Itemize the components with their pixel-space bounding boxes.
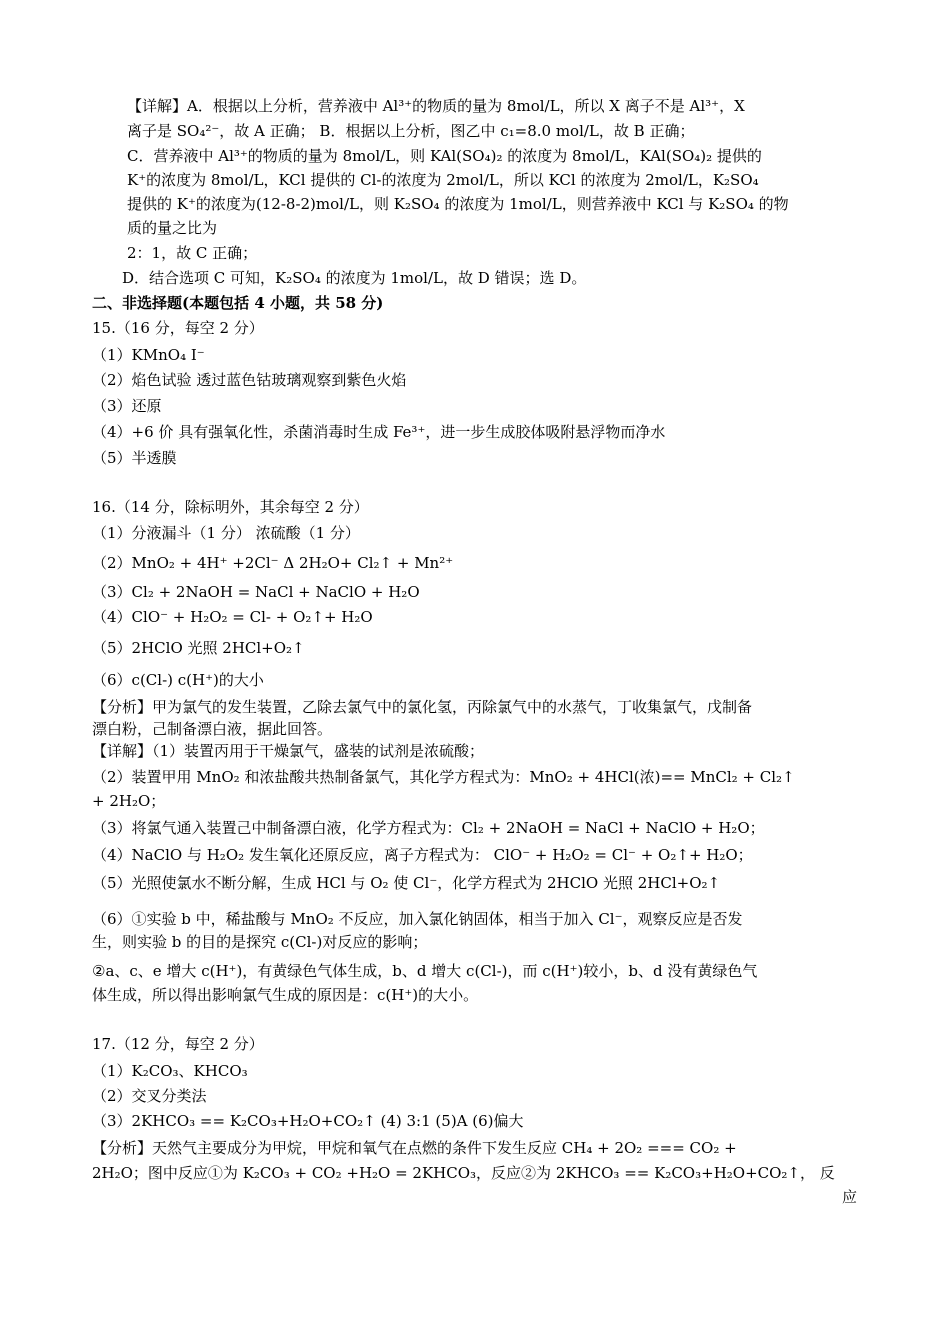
text-line: （3）将氯气通入装置己中制备漂白液，化学方程式为：Cl₂ + 2NaOH = NaCl + NaClO + H₂O； <box>92 819 765 837</box>
text-line: 16.（14 分，除标明外，其余每空 2 分） <box>92 498 369 516</box>
text-line: （4）ClO⁻ + H₂O₂ = Cl- + O₂↑+ H₂O <box>92 608 373 626</box>
text-line: （1）K₂CO₃、KHCO₃ <box>92 1062 248 1080</box>
text-line: （1）分液漏斗（1 分） 浓硫酸（1 分） <box>92 524 360 542</box>
text-line: （2）装置甲用 MnO₂ 和浓盐酸共热制备氯气，其化学方程式为：MnO₂ + 4HCl(浓)== MnCl₂ + Cl₂↑ <box>92 768 795 786</box>
text-line: C．营养液中 Al³⁺的物质的量为 8mol/L，则 KAl(SO₄)₂ 的浓度为 8mol/L，KAl(SO₄)₂ 提供的 <box>127 147 762 165</box>
text-line: 15.（16 分，每空 2 分） <box>92 319 264 337</box>
text-line: （5）2HClO 光照 2HCl+O₂↑ <box>92 639 305 657</box>
text-line: （5）半透膜 <box>92 449 177 467</box>
text-line: （4）+6 价 具有强氧化性，杀菌消毒时生成 Fe³⁺，进一步生成胶体吸附悬浮物而净水 <box>92 423 666 441</box>
text-line: K⁺的浓度为 8mol/L，KCl 提供的 Cl-的浓度为 2mol/L，所以 KCl 的浓度为 2mol/L，K₂SO₄ <box>127 171 759 189</box>
text-line: 2：1，故 C 正确； <box>127 244 258 262</box>
text-line: （5）光照使氯水不断分解，生成 HCl 与 O₂ 使 Cl⁻，化学方程式为 2HClO 光照 2HCl+O₂↑ <box>92 874 721 892</box>
text-line: 17.（12 分，每空 2 分） <box>92 1035 264 1053</box>
text-line: D．结合选项 C 可知，K₂SO₄ 的浓度为 1mol/L，故 D 错误；选 D。 <box>122 269 587 287</box>
text-line: （3）还原 <box>92 397 162 415</box>
text-line: （3）2KHCO₃ == K₂CO₃+H₂O+CO₂↑ (4) 3:1 (5)A (6)偏大 <box>92 1112 524 1130</box>
text-line: 离子是 SO₄²⁻，故 A 正确； B．根据以上分析，图乙中 c₁=8.0 mol/L，故 B 正确； <box>127 122 695 140</box>
text-line: 质的量之比为 <box>127 219 218 237</box>
text-line: 【详解】（1）装置丙用于干燥氯气，盛装的试剂是浓硫酸； <box>92 742 485 760</box>
text-line: ②a、c、e 增大 c(H⁺)，有黄绿色气体生成，b、d 增大 c(Cl-)，而 c(H⁺)较小，b、d 没有黄绿色气 <box>92 962 758 980</box>
text-line: + 2H₂O； <box>92 792 166 810</box>
text-line: （6）①实验 b 中，稀盐酸与 MnO₂ 不反应，加入氯化钠固体，相当于加入 Cl⁻，观察反应是否发 <box>92 910 743 928</box>
text-line: （1）KMnO₄ I⁻ <box>92 346 205 364</box>
text-line: 体生成，所以得出影响氯气生成的原因是：c(H⁺)的大小。 <box>92 986 479 1004</box>
text-line: （3）Cl₂ + 2NaOH = NaCl + NaClO + H₂O <box>92 583 420 601</box>
text-line: 漂白粉，己制备漂白液，据此回答。 <box>92 720 333 738</box>
text-line: 应 <box>842 1188 858 1206</box>
text-line: （2）交叉分类法 <box>92 1087 207 1105</box>
text-line: 2H₂O；图中反应①为 K₂CO₃ + CO₂ +H₂O = 2KHCO₃，反应②为 2KHCO₃ == K₂CO₃+H₂O+CO₂↑， 反 <box>92 1164 835 1182</box>
text-line: （2）MnO₂ + 4H⁺ +2Cl⁻ Δ 2H₂O+ Cl₂↑ + Mn²⁺ <box>92 554 454 572</box>
text-line: 【详解】A．根据以上分析，营养液中 Al³⁺的物质的量为 8mol/L，所以 X 离子不是 Al³⁺，X <box>127 97 745 115</box>
text-line: （4）NaClO 与 H₂O₂ 发生氧化还原反应，离子方程式为： ClO⁻ + H₂O₂ = Cl⁻ + O₂↑+ H₂O； <box>92 846 753 864</box>
text-line: （6）c(Cl-) c(H⁺)的大小 <box>92 671 264 689</box>
text-line: 【分析】甲为氯气的发生装置，乙除去氯气中的氯化氢，丙除氯气中的水蒸气，丁收集氯气，戊制备 <box>92 698 753 716</box>
text-line: 提供的 K⁺的浓度为(12-8-2)mol/L，则 K₂SO₄ 的浓度为 1mol/L，则营养液中 KCl 与 K₂SO₄ 的物 <box>127 195 789 213</box>
text-line: （2）焰色试验 透过蓝色钴玻璃观察到紫色火焰 <box>92 371 407 389</box>
text-line: 【分析】天然气主要成分为甲烷，甲烷和氧气在点燃的条件下发生反应 CH₄ + 2O₂ === CO₂ + <box>92 1139 737 1157</box>
text-line: 生，则实验 b 的目的是探究 c(Cl-)对反应的影响； <box>92 933 428 951</box>
text-line: 二、非选择题(本题包括 4 小题，共 58 分) <box>92 294 384 312</box>
